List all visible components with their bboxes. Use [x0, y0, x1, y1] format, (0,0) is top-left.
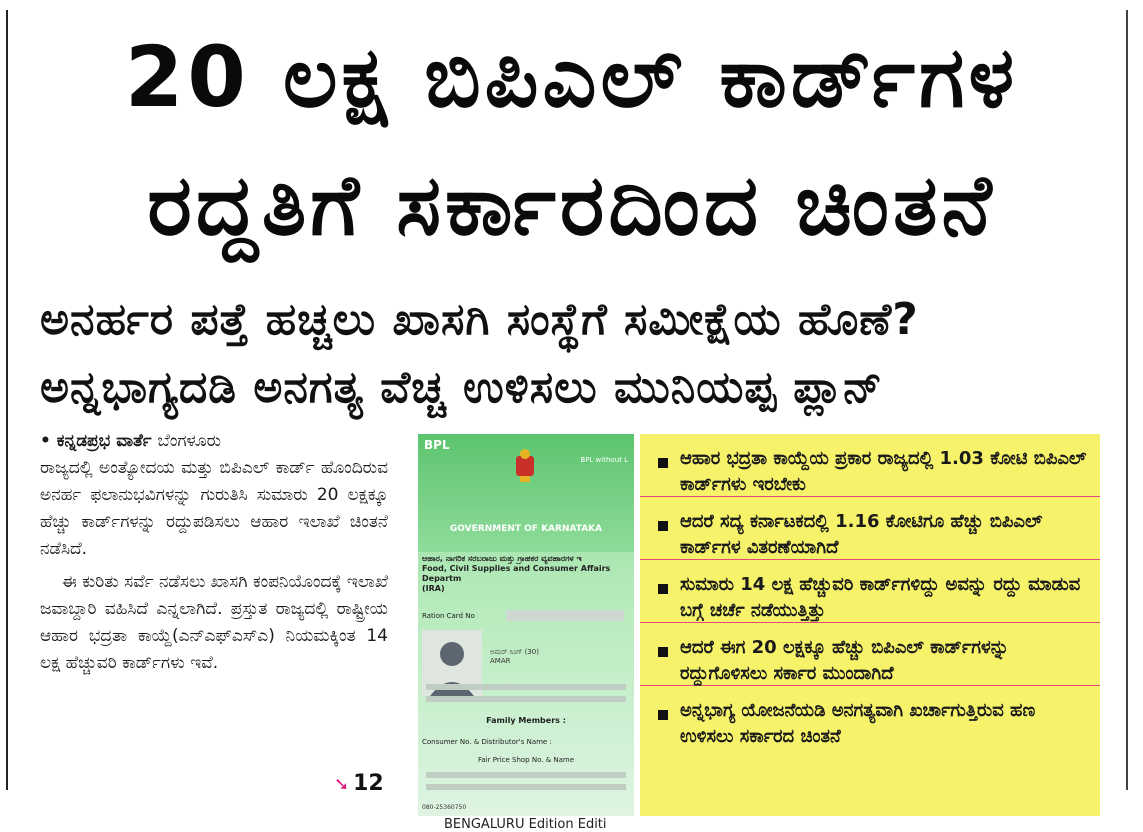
card-person [490, 648, 539, 665]
card-consumer-label: Consumer No. & Distributor's Name : [422, 738, 552, 746]
highlight-text: ಸುಮಾರು 14 ಲಕ್ಷ ಹೆಚ್ಚುವರಿ ಕಾರ್ಡ್‌ಗಳಿದ್ದು ಅವನ್ನು ರದ್ದು ಮಾಡುವ ಬಗ್ಗೆ ಚರ್ಚೆ ನಡೆಯುತ್ತಿತ್ತು [680, 574, 1081, 621]
subhead-line-1: ಅನರ್ಹರ ಪತ್ತೆ ಹಚ್ಚಲು ಖಾಸಗಿ ಸಂಸ್ಥೆಗೆ ಸಮೀಕ್ಷೆಯ ಹೊಣೆ? [40, 294, 919, 345]
headline-line-1: 20 ಲಕ್ಷ ಬಿಪಿಎಲ್ ಕಾರ್ಡ್‌ಗಳ [124, 28, 1019, 126]
highlight-text: ಆದರೆ ಸದ್ಯ ಕರ್ನಾಟಕದಲ್ಲಿ 1.16 ಕೋಟಿಗೂ ಹೆಚ್ಚು ಬಿಪಿಎಲ್ ಕಾರ್ಡ್‌ಗಳ ವಿತರಣೆಯಾಗಿದೆ [680, 511, 1043, 558]
story-paragraph-1: ರಾಜ್ಯದಲ್ಲಿ ಅಂತ್ಯೋದಯ ಮತ್ತು ಬಿಪಿಎಲ್ ಕಾರ್ಡ್ ಹೊಂದಿರುವ ಅನರ್ಹ ಫಲಾನುಭವಿಗಳನ್ನು ಗುರುತಿಸಿ ಸುಮಾರು 20 ಲಕ್ಷಕ್ಕೂ ಹೆಚ್ಚು ಕಾರ್ಡ್‌ಗಳನ್ನು ರದ್ದುಪಡಿಸಲು ಆಹಾರ ಇಲಾಖೆ ಚಿಂತನೆ ನಡೆಸಿದೆ. [40, 458, 388, 559]
card-government-title: GOVERNMENT OF KARNATAKA [449, 524, 603, 534]
subhead-line-2: ಅನ್ನಭಾಗ್ಯದಡಿ ಅನಗತ್ಯ ವೆಚ್ಚ ಉಳಿಸಲು ಮುನಿಯಪ್ಪ ಪ್ಲಾನ್ [40, 362, 883, 413]
card-bpl-without-label: BPL without L [580, 456, 628, 464]
card-department [422, 554, 632, 594]
highlight-item [640, 434, 1100, 497]
byline-city: ಬೆಂಗಳೂರು [157, 431, 222, 451]
card-ration-number-box [506, 610, 624, 621]
card-blurred-line [426, 772, 626, 778]
card-bpl-label: BPL [424, 438, 450, 452]
card-department-english: Food, Civil Supplies and Consumer Affairs Departm [422, 564, 611, 583]
card-person-english: AMAR [490, 657, 511, 665]
bpl-ration-card-image [418, 434, 634, 816]
story-column [40, 428, 388, 677]
card-blurred-line [426, 684, 626, 690]
card-blurred-line [426, 696, 626, 702]
story-paragraph-2: ಈ ಕುರಿತು ಸರ್ವೆ ನಡೆಸಲು ಖಾಸಗಿ ಕಂಪನಿಯೊಂದಕ್ಕೆ ಇಲಾಖೆ ಜವಾಬ್ದಾರಿ ವಹಿಸಿದೆ ಎನ್ನಲಾಗಿದೆ. ಪ್ರಸ್ತುತ ರಾಜ್ಯದಲ್ಲಿ ರಾಷ್ಟ್ರೀಯ ಆಹಾರ ಭದ್ರತಾ ಕಾಯ್ದೆ(ಎನ್‌ಎಫ್‌ಎಸ್‌ಎ) ನಿಯಮಕ್ಕಿಂತ 14 ಲಕ್ಷ ಹೆಚ್ಚುವರಿ ಕಾರ್ಡ್‌ಗಳು ಇವೆ. [40, 572, 388, 673]
highlight-item [640, 686, 1100, 749]
headline-line-2: ರದ್ದತಿಗೆ ಸರ್ಕಾರದಿಂದ ಚಿಂತನೆ [147, 156, 996, 254]
karnataka-emblem-icon [510, 448, 540, 484]
card-family-members: Family Members : [486, 716, 566, 725]
byline-source: ಕನ್ನಡಪ್ರಭ ವಾರ್ತೆ [56, 431, 152, 451]
card-fps-label: Fair Price Shop No. & Name [478, 756, 575, 764]
card-ration-label: Ration Card No [422, 612, 475, 620]
highlight-text: ಆದರೆ ಈಗ 20 ಲಕ್ಷಕ್ಕೂ ಹೆಚ್ಚು ಬಿಪಿಎಲ್ ಕಾರ್ಡ್‌ಗಳನ್ನು ರದ್ದುಗೊಳಿಸಲು ಸರ್ಕಾರ ಮುಂದಾಗಿದೆ [680, 637, 1009, 684]
continued-page-number: 12 [353, 771, 384, 796]
bullet-square-icon [658, 458, 668, 468]
card-person-kannada: ಅಮರ್ ಸಿಂಗ್ (30) [490, 648, 539, 656]
highlight-item [640, 623, 1100, 686]
bullet-square-icon [658, 710, 668, 720]
card-department-kannada: ಆಹಾರ, ನಾಗರಿಕ ಸರಬರಾಜು ಮತ್ತು ಗ್ರಾಹಕರ ವ್ಯವಹಾರಗಳ ಇ [422, 554, 582, 563]
byline-bullet: • [40, 431, 51, 451]
bullet-square-icon [658, 647, 668, 657]
continued-on-page [334, 771, 384, 796]
story-byline [40, 428, 388, 455]
highlights-list [640, 434, 1100, 749]
card-ira: (IRA) [422, 584, 445, 593]
continue-arrow-icon: ➘ [334, 774, 350, 795]
highlight-text: ಅನ್ನಭಾಗ್ಯ ಯೋಜನೆಯಡಿ ಅನಗತ್ಯವಾಗಿ ಖರ್ಚಾಗುತ್ತಿರುವ ಹಣ ಉಳಿಸಲು ಸರ್ಕಾರದ ಚಿಂತನೆ [680, 700, 1036, 747]
highlight-item [640, 560, 1100, 623]
edition-footer: BENGALURU Edition Editi [444, 817, 607, 832]
bullet-square-icon [658, 521, 668, 531]
highlights-box [640, 434, 1100, 816]
highlight-text: ಆಹಾರ ಭದ್ರತಾ ಕಾಯ್ದೆಯ ಪ್ರಕಾರ ರಾಜ್ಯದಲ್ಲಿ 1.03 ಕೋಟಿ ಬಿಪಿಎಲ್ ಕಾರ್ಡ್‌ಗಳು ಇರಬೇಕು [680, 448, 1087, 495]
highlight-item [640, 497, 1100, 560]
card-blurred-line [426, 784, 626, 790]
bullet-square-icon [658, 584, 668, 594]
card-telephone: 080-25360750 [422, 804, 467, 811]
